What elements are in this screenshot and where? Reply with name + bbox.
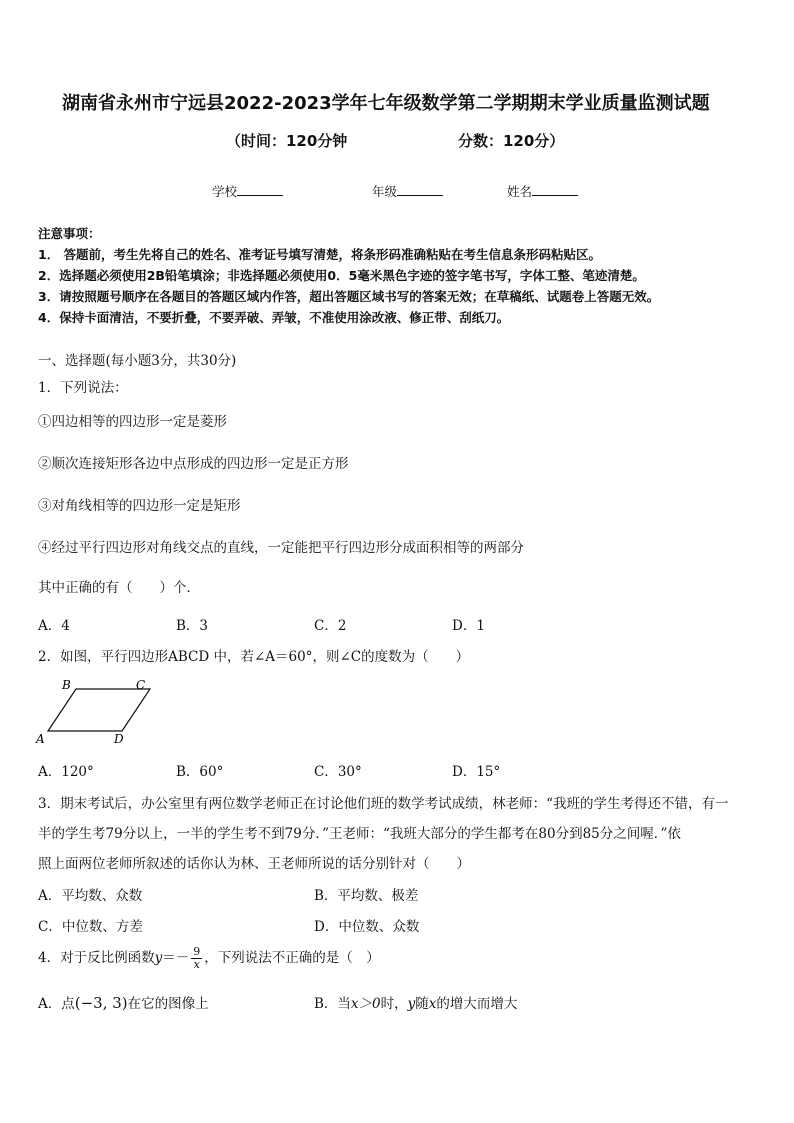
q1-option-c[interactable]: C．2 xyxy=(314,618,347,634)
vertex-label-b: B xyxy=(62,678,71,692)
q4-option-b-mid: 时， xyxy=(380,996,408,1012)
q4-denominator: x xyxy=(193,958,200,971)
q2-option-b[interactable]: B．60° xyxy=(176,764,224,780)
vertex-label-c: C xyxy=(136,678,146,692)
notice-heading: 注意事项： xyxy=(38,226,101,241)
school-blank[interactable] xyxy=(237,182,283,196)
q4-option-b-mid2: 随 xyxy=(415,996,429,1012)
q4-stem-post: ，下列说法不正确的是（ ） xyxy=(204,950,380,966)
grade-field xyxy=(372,182,443,200)
q4-option-b-x: x xyxy=(428,996,437,1012)
name-label: 姓名 xyxy=(507,184,533,199)
q4-option-a-post: 在它的图像上 xyxy=(127,996,209,1012)
q4-option-a[interactable] xyxy=(38,992,209,1012)
notice-item: 4．保持卡面清洁，不要折叠，不要弄破、弄皱，不准使用涂改液、修正带、刮纸刀。 xyxy=(38,310,510,325)
q2-stem: 2．如图，平行四边形ABCD 中，若∠A＝60°，则∠C的度数为（ ） xyxy=(38,649,470,665)
q2-option-a[interactable]: A．120° xyxy=(38,764,94,780)
q1-ask: 其中正确的有（ ）个． xyxy=(38,580,200,596)
q4-option-b-y: y xyxy=(407,996,416,1012)
exam-time: （时间：120分钟 xyxy=(226,132,348,150)
section-heading: 一、选择题(每小题3分，共30分) xyxy=(38,353,237,369)
q4-stem-pre: 4．对于反比例函数 xyxy=(38,950,155,966)
school-label: 学校 xyxy=(212,184,238,199)
notice-item: 3．请按照题号顺序在各题目的答题区域内作答，超出答题区域书写的答案无效；在草稿纸、试题卷上答题无效。 xyxy=(38,289,660,304)
q2-option-c[interactable]: C．30° xyxy=(314,764,362,780)
q4-option-b-condition: x＞0 xyxy=(350,996,381,1012)
q3-line: 半的学生考79分以上，一半的学生考不到79分．”王老师：“我班大部分的学生都考在80分到85分之间喔．”依 xyxy=(38,826,681,842)
q3-line: 照上面两位老师所叙述的话你认为林、王老师所说的话分别针对（ ） xyxy=(38,856,470,872)
grade-label: 年级 xyxy=(372,184,398,199)
q4-option-b-post: 的增大而增大 xyxy=(436,996,518,1012)
name-field xyxy=(507,182,578,200)
parallelogram-figure xyxy=(30,673,160,747)
exam-score: 分数：120分） xyxy=(458,132,565,150)
q4-eq: ＝－ xyxy=(162,950,190,966)
q4-option-a-point: (−3, 3) xyxy=(74,994,128,1012)
q3-option-c[interactable]: C．中位数、方差 xyxy=(38,919,143,935)
q1-option-d[interactable]: D．1 xyxy=(452,618,485,634)
school-field xyxy=(212,182,283,200)
q1-option-b[interactable]: B．3 xyxy=(176,618,209,634)
q1-stem: 1．下列说法： xyxy=(38,380,128,396)
q2-option-d[interactable]: D．15° xyxy=(452,764,501,780)
q1-statement: ②顺次连接矩形各边中点形成的四边形一定是正方形 xyxy=(38,456,349,472)
q1-statement: ④经过平行四边形对角线交点的直线，一定能把平行四边形分成面积相等的两部分 xyxy=(38,540,524,556)
page-title: 湖南省永州市宁远县2022-2023学年七年级数学第二学期期末学业质量监测试题 xyxy=(62,93,710,114)
notice-item: 1． 答题前，考生先将自己的姓名、准考证号填写清楚，将条形码准确粘贴在考生信息条形码粘贴区。 xyxy=(38,247,602,262)
q4-option-a-pre: A．点 xyxy=(38,996,75,1012)
q3-option-a[interactable]: A．平均数、众数 xyxy=(38,888,143,904)
grade-blank[interactable] xyxy=(397,182,443,196)
q4-option-b-pre: B．当 xyxy=(314,996,351,1012)
q4-y: y xyxy=(154,950,163,966)
vertex-label-a: A xyxy=(36,732,45,746)
q1-option-a[interactable]: A．4 xyxy=(38,618,70,634)
q4-option-b[interactable] xyxy=(314,992,517,1012)
q4-fraction xyxy=(191,946,202,971)
name-blank[interactable] xyxy=(532,182,578,196)
notice-item: 2．选择题必须使用2B铅笔填涂；非选择题必须使用0．5毫米黑色字迹的签字笔书写，字体工整、笔迹清楚。 xyxy=(38,268,645,283)
parallelogram-shape xyxy=(48,689,150,731)
q4-numerator: 9 xyxy=(193,945,201,958)
q1-statement: ③对角线相等的四边形一定是矩形 xyxy=(38,498,241,514)
vertex-label-d: D xyxy=(114,732,124,746)
q3-line: 3．期末考试后，办公室里有两位数学老师正在讨论他们班的数学考试成绩，林老师：“我班的学生考得还不错，有一 xyxy=(38,796,729,812)
q4-stem xyxy=(38,943,380,973)
q1-statement: ①四边相等的四边形一定是菱形 xyxy=(38,414,227,430)
q3-option-b[interactable]: B．平均数、极差 xyxy=(314,888,419,904)
q3-option-d[interactable]: D．中位数、众数 xyxy=(314,919,420,935)
